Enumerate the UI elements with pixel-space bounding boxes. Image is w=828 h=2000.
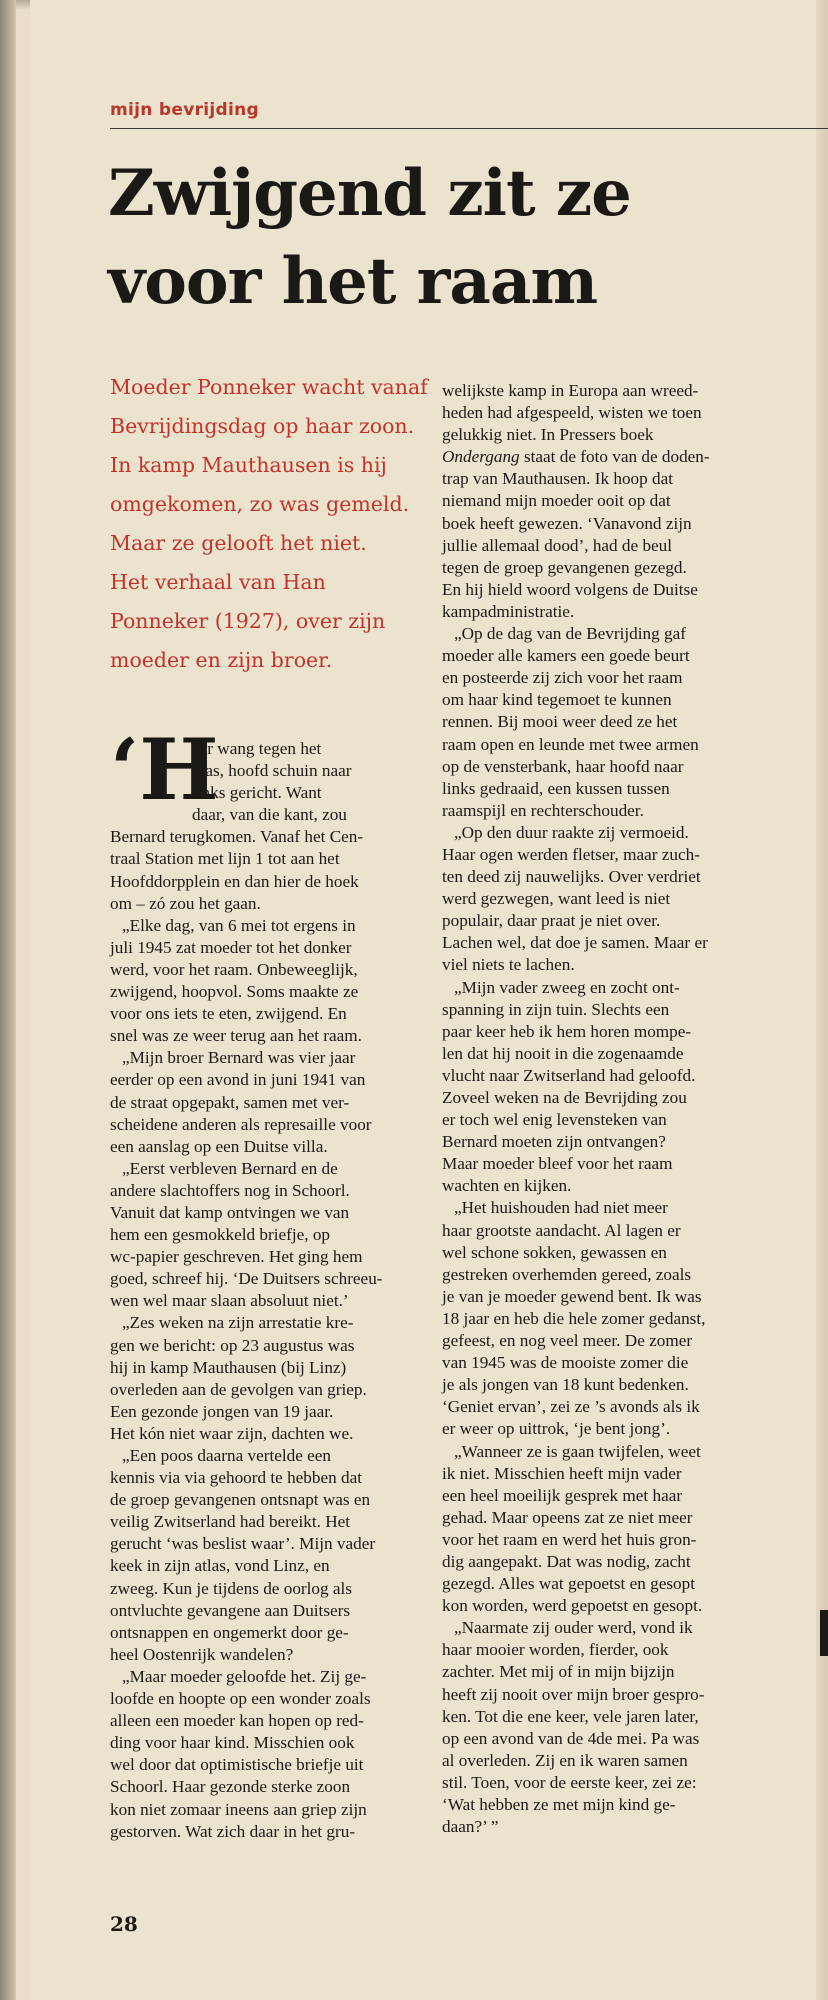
body-line: voor ons iets te eten, zwijgend. En <box>110 1004 347 1024</box>
body-line: „Een poos daarna vertelde een <box>122 1446 332 1465</box>
body-line: alleen een moeder kan hopen op red- <box>110 1711 364 1731</box>
body-line-rest: staat de foto van de doden- <box>519 447 710 467</box>
body-line: wel schone sokken, gewassen en <box>442 1242 667 1262</box>
body-line: En hij hield woord volgens de Duitse <box>442 579 698 599</box>
section-kicker: mijn bevrijding <box>110 100 259 120</box>
body-line: „Elke dag, van 6 mei tot ergens in <box>122 915 356 935</box>
body-line: Hoofddorpplein en dan hier de hoek <box>110 871 359 891</box>
page-number: 28 <box>110 1912 138 1936</box>
body-line: op een avond van de 4de mei. Pa was <box>442 1728 700 1748</box>
body-line: snel was ze weer terug aan het raam. <box>110 1026 362 1046</box>
body-line: Bernard terugkomen. Vanaf het Cen- <box>110 827 364 847</box>
body-line: jullie allemaal dood’, had de beul <box>442 535 673 555</box>
body-line: juli 1945 zat moeder tot het donker <box>110 937 352 957</box>
body-line: Schoorl. Haar gezonde sterke zoon <box>110 1777 351 1797</box>
body-line: „Op de dag van de Bevrijding gaf <box>454 624 686 644</box>
body-line: welijkste kamp in Europa aan wreed- <box>442 381 699 400</box>
body-line: „Eerst verbleven Bernard en de <box>122 1158 338 1178</box>
body-line: gen we bericht: op 23 augustus was <box>110 1335 355 1355</box>
body-line: paar keer heb ik hem horen mompe- <box>442 1021 692 1041</box>
body-line: zweeg. Kun je tijdens de oorlog als <box>110 1578 352 1598</box>
intro-line: Ponneker (1927), over zijn <box>110 609 386 633</box>
body-line: „Mijn vader zweeg en zocht ont- <box>454 977 680 997</box>
body-line: zwijgend, hoopvol. Soms maakte ze <box>110 982 359 1002</box>
body-line: „Naarmate zij ouder werd, vond ik <box>454 1618 693 1638</box>
body-line: populair, daar praat je niet over. <box>442 911 661 931</box>
body-line: overleden aan de gevolgen van griep. <box>110 1379 367 1399</box>
body-line: tegen de groep gevangenen gezegd. <box>442 557 687 577</box>
facing-page-fragment <box>820 1610 828 1656</box>
body-line: „Maar moeder geloofde het. Zij ge- <box>122 1666 367 1686</box>
body-line: heden had afgespeeld, wisten we toen <box>442 403 702 423</box>
body-line: ten deed zij nauwelijks. Over verdriet <box>442 867 701 887</box>
body-line: „Zes weken na zijn arrestatie kre- <box>122 1313 354 1333</box>
body-line: kon niet zomaar ineens aan griep zijn <box>110 1799 367 1819</box>
body-line: gerucht ‘was beslist waar’. Mijn vader <box>110 1534 376 1554</box>
article-headline <box>108 150 728 326</box>
facing-page-edge <box>816 0 828 2000</box>
body-line: links gedraaid, een kussen tussen <box>442 778 670 798</box>
body-line: Lachen wel, dat doe je samen. Maar er <box>442 933 708 953</box>
body-line: werd, voor het raam. Onbeweeglijk, <box>110 959 358 979</box>
body-line: hem een gesmokkeld briefje, op <box>110 1225 331 1245</box>
body-line: wachten en kijken. <box>442 1176 572 1196</box>
body-line: „Mijn broer Bernard was vier jaar <box>122 1048 356 1068</box>
body-line: werd gezwegen, want leed is niet <box>442 889 671 909</box>
intro-line: Moeder Ponneker wacht vanaf <box>110 375 428 399</box>
body-line: wel door dat optimistische briefje uit <box>110 1755 364 1775</box>
body-line: ‘Wat hebben ze met mijn kind ge- <box>442 1795 676 1814</box>
intro-line: omgekomen, zo was gemeld. <box>110 492 410 516</box>
body-line: kennis via via gehoord te hebben dat <box>110 1468 363 1488</box>
body-line: loofde en hoopte op een wonder zoals <box>110 1689 371 1709</box>
body-line: spanning in zijn tuin. Slechts een <box>442 999 670 1019</box>
body-line: wen wel maar slaan absoluut niet.’ <box>110 1291 349 1311</box>
headline-line-1: Zwijgend zit ze <box>108 156 631 231</box>
body-line: gehad. Maar opeens zat ze niet meer <box>442 1507 693 1527</box>
body-line: er weer op uittrok, ‘je bent jong’. <box>442 1419 671 1439</box>
body-line <box>442 446 758 468</box>
body-line: moeder alle kamers een goede beurt <box>442 646 690 666</box>
body-line: gestorven. Wat zich daar in het gru- <box>110 1821 356 1841</box>
book-title: Ondergang <box>442 447 520 467</box>
body-line: Maar moeder bleef voor het raam <box>442 1154 673 1174</box>
body-line: en posteerde zij zich voor het raam <box>442 668 683 688</box>
page-binding-edge <box>0 0 16 2000</box>
body-line: gefeest, en nog veel meer. De zomer <box>442 1331 693 1351</box>
body-line: rennen. Bij mooi weer deed ze het <box>442 712 678 732</box>
body-line: ik niet. Misschien heeft mijn vader <box>442 1463 682 1483</box>
article-column-2 <box>442 380 758 1838</box>
body-line: aar wang tegen het <box>192 739 322 758</box>
body-line: om – zó zou het gaan. <box>110 893 261 913</box>
body-line: kampadministratie. <box>442 601 575 621</box>
body-line: om haar kind tegemoet te kunnen <box>442 690 672 710</box>
body-line: ‘Geniet ervan’, zei ze ’s avonds als ik <box>442 1397 700 1417</box>
body-line: de groep gevangenen ontsnapt was en <box>110 1490 371 1510</box>
body-line: op de vensterbank, haar hoofd naar <box>442 756 684 776</box>
body-line: links gericht. Want <box>192 783 322 803</box>
body-line: „Het huishouden had niet meer <box>454 1198 668 1218</box>
drop-cap: ‘H <box>110 720 219 819</box>
body-line: ding voor haar kind. Misschien ook <box>110 1733 355 1753</box>
body-line: ken. Tot die ene keer, vele jaren later, <box>442 1706 699 1726</box>
body-line: daar, van die kant, zou <box>192 805 347 825</box>
body-line: niemand mijn moeder ooit op dat <box>442 491 671 511</box>
headline-line-2: voor het raam <box>108 244 598 319</box>
body-line: voor het raam en werd het huis gron- <box>442 1529 697 1549</box>
body-line: ontsnappen en ongemerkt door ge- <box>110 1622 349 1642</box>
intro-line: Bevrijdingsdag op haar zoon. <box>110 414 415 438</box>
body-line: „Wanneer ze is gaan twijfelen, weet <box>454 1441 701 1461</box>
intro-line: moeder en zijn broer. <box>110 648 333 672</box>
body-line: daan?’ ” <box>442 1817 499 1837</box>
body-line: dig aangepakt. Dat was nodig, zacht <box>442 1551 691 1571</box>
body-line: „Op den duur raakte zij vermoeid. <box>454 822 689 842</box>
body-line: haar mooier worden, fierder, ook <box>442 1640 669 1660</box>
body-line: viel niets te lachen. <box>442 955 575 975</box>
body-line: al overleden. Zij en ik waren samen <box>442 1750 688 1770</box>
intro-line: Maar ze gelooft het niet. <box>110 531 367 555</box>
body-line: Het kón niet waar zijn, dachten we. <box>110 1423 354 1443</box>
article-column-1 <box>110 738 418 1843</box>
body-line: hij in kamp Mauthausen (bij Linz) <box>110 1357 347 1377</box>
body-line: Bernard moeten zijn ontvangen? <box>442 1132 666 1152</box>
body-line: raamspijl en rechterschouder. <box>442 800 644 820</box>
body-line: Haar ogen werden fletser, maar zuch- <box>442 844 700 864</box>
body-line: trap van Mauthausen. Ik hoop dat <box>442 469 674 489</box>
section-rule <box>110 128 828 129</box>
body-line: glas, hoofd schuin naar <box>192 761 352 781</box>
body-line: raam open en leunde met twee armen <box>442 734 699 754</box>
body-line: eerder op een avond in juni 1941 van <box>110 1070 366 1090</box>
intro-line: In kamp Mauthausen is hij <box>110 453 387 477</box>
body-line: keek in zijn atlas, vond Linz, en <box>110 1556 330 1576</box>
body-line: Zoveel weken na de Bevrijding zou <box>442 1088 687 1107</box>
body-line: er toch wel enig levensteken van <box>442 1110 667 1130</box>
body-line: gelukkig niet. In Pressers boek <box>442 425 654 445</box>
body-line: je van je moeder gewend bent. Ik was <box>442 1286 702 1306</box>
body-line: een heel moeilijk gesprek met haar <box>442 1485 683 1505</box>
body-line: Vanuit dat kamp ontvingen we van <box>110 1202 350 1222</box>
body-line: goed, schreef hij. ‘De Duitsers schreeu- <box>110 1269 383 1289</box>
body-line: heeft zij nooit over mijn broer gespro- <box>442 1684 705 1704</box>
intro-line: Het verhaal van Han <box>110 570 326 594</box>
body-line: heel Oostenrijk wandelen? <box>110 1644 294 1664</box>
body-line: zachter. Met mij of in mijn bijzijn <box>442 1662 675 1682</box>
body-line: gestreken overhemden gereed, zoals <box>442 1264 692 1284</box>
body-line: de straat opgepakt, samen met ver- <box>110 1092 350 1112</box>
body-line: kon worden, werd gepoetst en gesopt. <box>442 1596 703 1616</box>
body-line: traal Station met lijn 1 tot aan het <box>110 849 340 869</box>
body-line: andere slachtoffers nog in Schoorl. <box>110 1180 350 1200</box>
body-line: scheidene anderen als represaille voor <box>110 1114 372 1134</box>
body-line: gezegd. Alles wat gepoetst en gesopt <box>442 1574 695 1594</box>
body-line: veilig Zwitserland had bereikt. Het <box>110 1512 351 1532</box>
body-line: wc-papier geschreven. Het ging hem <box>110 1247 363 1267</box>
body-line: van 1945 was de mooiste zomer die <box>442 1353 689 1373</box>
body-line: vlucht naar Zwitserland had geloofd. <box>442 1065 696 1085</box>
article-intro <box>110 368 428 680</box>
body-line: boek heeft gewezen. ‘Vanavond zijn <box>442 513 692 533</box>
body-line: stil. Toen, voor de eerste keer, zei ze: <box>442 1772 697 1792</box>
body-line: Een gezonde jongen van 19 jaar. <box>110 1401 334 1421</box>
body-line: len dat hij nooit in die zogenaamde <box>442 1043 684 1063</box>
body-line: 18 jaar en heb die hele zomer gedanst, <box>442 1308 706 1328</box>
body-line: ontvluchte gevangene aan Duitsers <box>110 1600 351 1620</box>
body-line: haar grootste aandacht. Al lagen er <box>442 1220 681 1240</box>
body-line: een aanslag op een Duitse villa. <box>110 1136 328 1156</box>
body-line: je als jongen van 18 kunt bedenken. <box>442 1375 689 1395</box>
